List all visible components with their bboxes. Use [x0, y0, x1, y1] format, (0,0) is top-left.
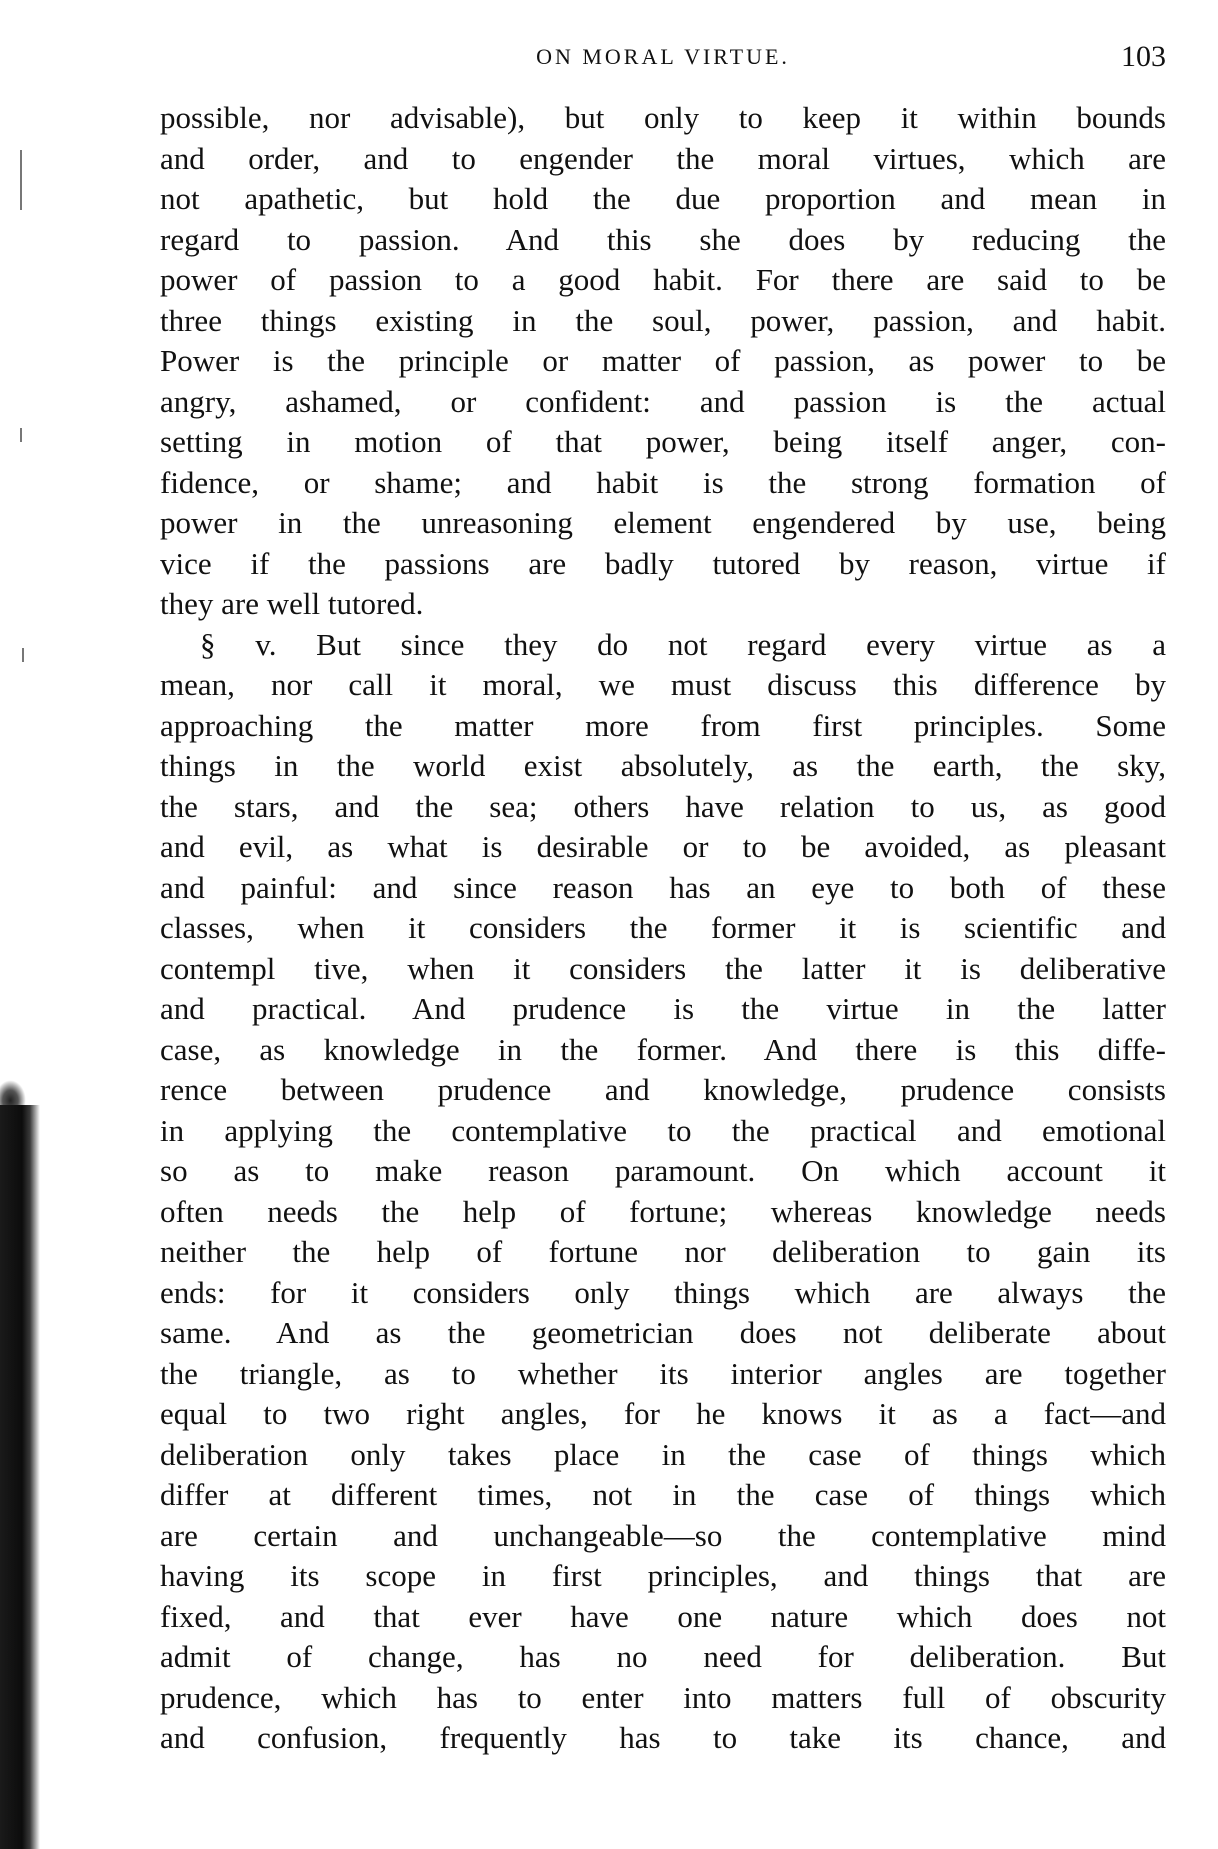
text-line: and painful: and since reason has an eye to both of these [160, 869, 1166, 905]
text-line: things in the world exist absolutely, as the earth, the sky, [160, 748, 1166, 783]
text-line: vice if the passions are badly tutored by reason, virtue if [160, 545, 1166, 581]
text-line: the triangle, as to whether its interior angles are together [160, 1355, 1166, 1391]
text-line: classes, when it considers the former it is scientific and [160, 910, 1166, 945]
edge-mark [20, 150, 22, 210]
text-line: rence between prudence and knowledge, prudence consists [160, 1072, 1166, 1107]
page-header [160, 40, 1166, 80]
text-line: mean, nor call it moral, we must discuss this difference by [160, 667, 1166, 702]
text-line: and confusion, frequently has to take its chance, and [160, 1720, 1166, 1755]
text-line: differ at different times, not in the case of things which [160, 1477, 1166, 1512]
text-line: deliberation only takes place in the case of things which [160, 1436, 1166, 1472]
text-line: often needs the help of fortune; whereas knowledge needs [160, 1193, 1166, 1229]
text-line: admit of change, has no need for deliberation. But [160, 1639, 1166, 1674]
text-line: contempl tive, when it considers the latter it is deliberative [160, 950, 1166, 986]
text-line: are certain and unchangeable—so the contemplative mind [160, 1517, 1166, 1553]
text-line: and practical. And prudence is the virtue in the latter [160, 991, 1166, 1026]
text-line: and evil, as what is desirable or to be avoided, as pleasant [160, 829, 1166, 864]
binding-shadow [0, 1105, 40, 1849]
text-line: they are well tutored. [160, 586, 424, 621]
text-line: case, as knowledge in the former. And there is this diffe- [160, 1031, 1166, 1067]
text-line: § v. But since they do not regard every virtue as a [200, 626, 1166, 662]
text-line: power in the unreasoning element engendered by use, being [160, 505, 1166, 540]
text-line: Power is the principle or matter of passion, as power to be [160, 343, 1166, 378]
page-number: 103 [1121, 40, 1166, 73]
text-line: three things existing in the soul, power, passion, and habit. [160, 302, 1166, 338]
text-line: fidence, or shame; and habit is the strong formation of [160, 464, 1166, 500]
text-line: neither the help of fortune nor deliberation to gain its [160, 1234, 1166, 1269]
text-line: fixed, and that ever have one nature which does not [160, 1598, 1166, 1634]
text-line: possible, nor advisable), but only to keep it within bounds [160, 100, 1166, 135]
text-line: setting in motion of that power, being itself anger, con- [160, 424, 1166, 459]
text-line: same. And as the geometrician does not deliberate about [160, 1315, 1166, 1350]
text-line: prudence, which has to enter into matters full of obscurity [160, 1679, 1166, 1715]
edge-mark [22, 648, 24, 662]
text-line: power of passion to a good habit. For there are said to be [160, 262, 1166, 297]
text-line: and order, and to engender the moral virtues, which are [160, 140, 1166, 176]
edge-mark [20, 428, 22, 442]
text-line: in applying the contemplative to the practical and emotional [160, 1112, 1166, 1148]
text-line: having its scope in first principles, and things that are [160, 1558, 1166, 1593]
text-line: ends: for it considers only things which are always the [160, 1274, 1166, 1310]
running-title: ON MORAL VIRTUE. [536, 44, 790, 69]
text-line: regard to passion. And this she does by reducing the [160, 221, 1166, 257]
body-text [160, 98, 1166, 1759]
text-line: so as to make reason paramount. On which account it [160, 1153, 1166, 1188]
text-line: not apathetic, but hold the due proportion and mean in [160, 181, 1166, 216]
text-line: approaching the matter more from first principles. Some [160, 707, 1166, 743]
text-line: the stars, and the sea; others have relation to us, as good [160, 788, 1166, 824]
text-line: equal to two right angles, for he knows it as a fact—and [160, 1396, 1166, 1431]
text-line: angry, ashamed, or confident: and passion is the actual [160, 383, 1166, 419]
